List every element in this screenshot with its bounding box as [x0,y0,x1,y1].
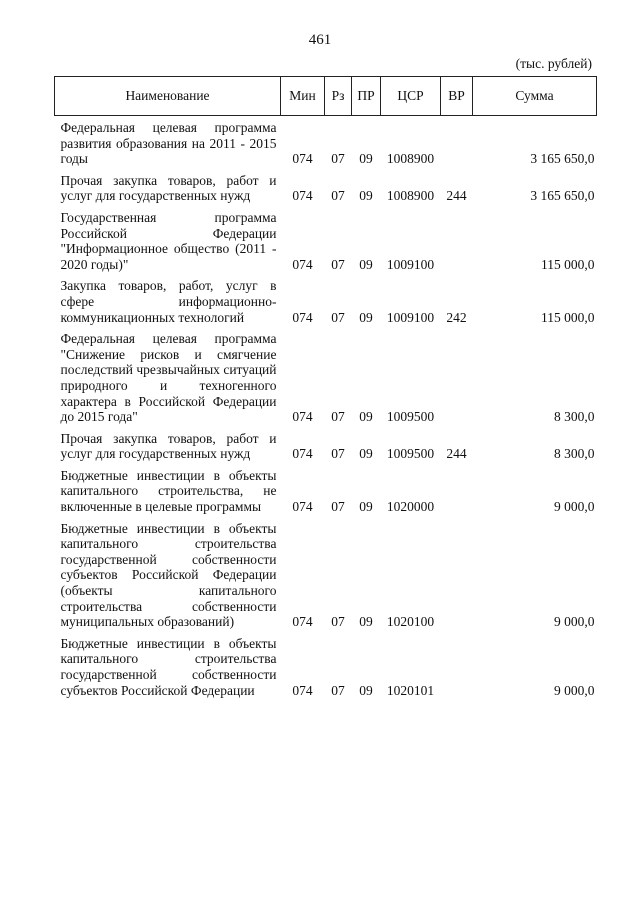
row-pr: 09 [359,682,373,698]
table-row [55,210,597,278]
budget-table [54,76,597,704]
header-rz: Рз [325,77,352,116]
row-vr [441,521,473,636]
units-label: (тыс. рублей) [515,56,592,71]
row-vr: 242 [446,309,467,325]
row-min: 074 [292,682,313,698]
table-header [55,77,597,116]
row-name: Бюджетные инвестиции в объекты капитального строительства, не включенные в целевые программы [60,467,277,515]
row-rz: 07 [331,499,345,515]
row-csr: 1009100 [386,256,435,272]
row-rz: 07 [331,614,345,630]
row-csr: 1009500 [386,446,435,462]
row-vr: 244 [446,446,467,462]
table-body [55,116,597,705]
row-pr: 09 [359,256,373,272]
row-min: 074 [292,256,313,272]
row-name: Федеральная целевая программа развития образования на 2011 - 2015 годы [60,120,277,167]
row-sum: 115 000,0 [541,256,595,272]
row-pr: 09 [359,151,373,167]
table-row [55,468,597,521]
row-sum: 8 300,0 [554,446,595,462]
header-sum: Сумма [473,77,597,116]
row-vr [441,116,473,173]
row-sum: 9 000,0 [554,499,595,515]
table-row [55,116,597,173]
table-row [55,521,597,636]
row-min: 074 [292,499,313,515]
row-vr [441,331,473,431]
row-pr: 09 [359,614,373,630]
header-name: Наименование [55,77,281,116]
header-pr: ПР [352,77,381,116]
table-row [55,331,597,431]
table-row [55,431,597,468]
row-name: Государственная программа Российской Федерации "Информационное общество (2011 - 2020 годы)" [60,209,277,272]
table-row [55,278,597,331]
row-rz: 07 [331,309,345,325]
row-pr: 09 [359,409,373,425]
row-pr: 09 [359,188,373,204]
row-csr: 1008900 [386,151,435,167]
row-sum: 3 165 650,0 [530,151,595,167]
row-name: Бюджетные инвестиции в объекты капитального строительства государственной собственности субъектов Российской Федерации (объекты капитального строительства собственности муниципальных образований) [60,520,277,630]
row-sum: 8 300,0 [554,409,595,425]
row-name: Прочая закупка товаров, работ и услуг для государственных нужд [60,172,277,204]
table-row [55,173,597,210]
row-pr: 09 [359,499,373,515]
row-csr: 1008900 [386,188,435,204]
row-min: 074 [292,151,313,167]
row-csr: 1009500 [386,409,435,425]
header-csr: ЦСР [381,77,441,116]
row-rz: 07 [331,256,345,272]
row-sum: 9 000,0 [554,682,595,698]
row-min: 074 [292,309,313,325]
row-rz: 07 [331,151,345,167]
row-min: 074 [292,614,313,630]
row-csr: 1020000 [386,499,435,515]
row-min: 074 [292,446,313,462]
row-sum: 3 165 650,0 [530,188,595,204]
row-rz: 07 [331,409,345,425]
page-number: 461 [308,32,332,48]
row-pr: 09 [359,446,373,462]
row-vr [441,468,473,521]
row-name: Федеральная целевая программа "Снижение рисков и смягчение последствий чрезвычайных ситуаций природного и техногенного характера в Российской Федерации до 2015 года" [60,331,277,425]
row-vr [441,210,473,278]
row-vr: 244 [446,188,467,204]
row-sum: 9 000,0 [554,614,595,630]
row-min: 074 [292,409,313,425]
row-rz: 07 [331,446,345,462]
row-rz: 07 [331,682,345,698]
row-csr: 1020100 [386,614,435,630]
row-min: 074 [292,188,313,204]
row-name: Закупка товаров, работ, услуг в сфере информационно-коммуникационных технологий [60,278,277,325]
table-row [55,636,597,704]
header-vr: ВР [441,77,473,116]
row-csr: 1020101 [386,682,435,698]
row-csr: 1009100 [386,309,435,325]
row-sum: 115 000,0 [541,309,595,325]
header-min: Мин [281,77,325,116]
row-name: Бюджетные инвестиции в объекты капитального строительства государственной собственности субъектов Российской Федерации [60,635,277,698]
row-vr [441,636,473,704]
row-pr: 09 [359,309,373,325]
row-rz: 07 [331,188,345,204]
row-name: Прочая закупка товаров, работ и услуг для государственных нужд [60,430,277,462]
